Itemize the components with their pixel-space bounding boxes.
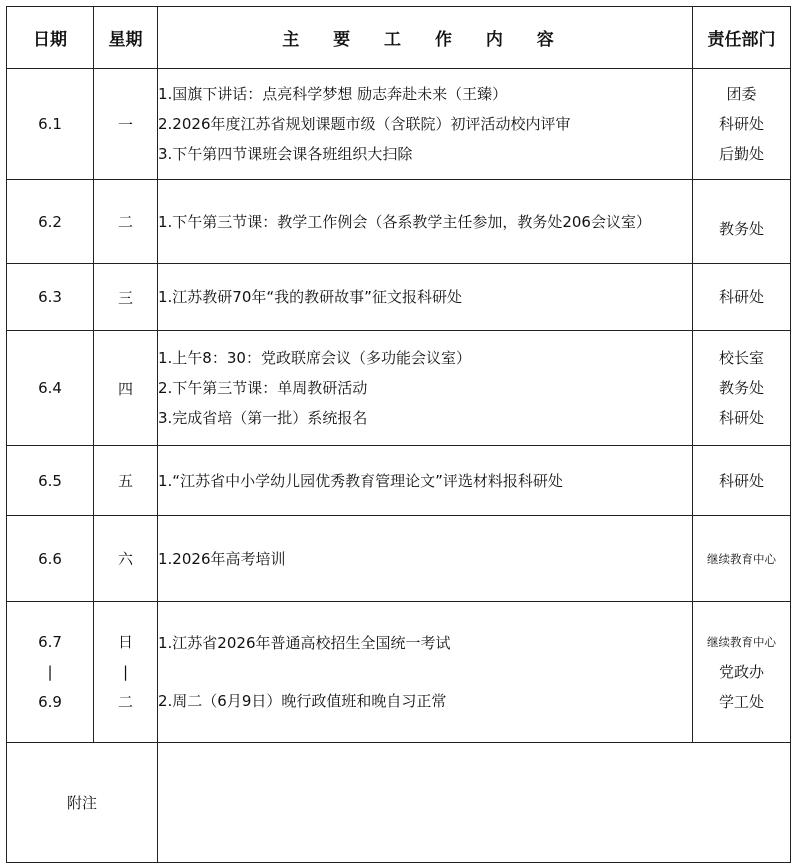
dept-name: 后勤处 (718, 145, 764, 163)
table-row (7, 180, 791, 264)
date-cell: 6.2 (7, 180, 94, 264)
dept-cell (693, 69, 791, 180)
dept-cell (693, 516, 791, 602)
work-item: 1.江苏省2026年普通高校招生全国统一考试 (158, 634, 451, 652)
work-item: 1.江苏教研70年“我的教研故事”征文报科研处 (158, 288, 462, 306)
dept-cell (693, 180, 791, 264)
content-cell (158, 180, 693, 264)
table-row (7, 69, 791, 180)
weekday-line: | (122, 663, 129, 681)
date-cell: 6.3 (7, 264, 94, 331)
work-item: 1.“江苏省中小学幼儿园优秀教育管理论文”评选材料报科研处 (158, 471, 563, 490)
content-cell (158, 446, 693, 516)
weekday-cell: 六 (94, 516, 158, 602)
header-content: 主 要 工 作 内 容 (158, 7, 693, 69)
date-cell: 6.1 (7, 69, 94, 180)
notes-row (7, 743, 791, 863)
weekday-cell: 一 (94, 69, 158, 180)
header-row (7, 7, 791, 69)
work-item: 2.2026年度江苏省规划课题市级（含联院）初评活动校内评审 (158, 115, 571, 133)
date-line: | (47, 663, 53, 681)
table-row (7, 264, 791, 331)
date-line: 6.7 (38, 633, 62, 651)
header-weekday: 星期 (94, 7, 158, 69)
dept-name: 科研处 (718, 471, 764, 490)
dept-name: 团委 (726, 85, 757, 103)
dept-cell (693, 602, 791, 743)
work-item: 2.周二（6月9日）晚行政值班和晚自习正常 (158, 692, 447, 710)
date-cell: 6.4 (7, 331, 94, 446)
weekday-cell: 五 (94, 446, 158, 516)
date-line: 6.9 (38, 693, 62, 711)
weekday-cell (94, 602, 158, 743)
dept-name: 继续教育中心 (707, 551, 776, 566)
dept-cell (693, 264, 791, 331)
weekday-cell: 三 (94, 264, 158, 331)
notes-content (158, 743, 791, 863)
dept-name: 科研处 (718, 409, 764, 427)
content-cell (158, 602, 693, 743)
dept-name: 科研处 (718, 288, 764, 306)
content-cell (158, 264, 693, 331)
dept-name: 学工处 (718, 693, 764, 711)
dept-name: 教务处 (718, 379, 764, 397)
date-cell (7, 602, 94, 743)
table-row (7, 331, 791, 446)
table-row (7, 602, 791, 743)
header-date: 日期 (7, 7, 94, 69)
weekday-cell: 四 (94, 331, 158, 446)
weekday-line: 二 (117, 693, 133, 711)
weekday-cell: 二 (94, 180, 158, 264)
content-cell (158, 516, 693, 602)
weekday-line: 日 (117, 633, 133, 651)
date-cell: 6.5 (7, 446, 94, 516)
dept-cell (693, 331, 791, 446)
notes-label: 附注 (7, 743, 158, 863)
dept-name: 科研处 (718, 115, 764, 133)
work-item: 1.国旗下讲话：点亮科学梦想 励志奔赴未来（王臻） (158, 85, 508, 103)
table-row (7, 516, 791, 602)
dept-name: 继续教育中心 (707, 635, 776, 649)
header-dept: 责任部门 (693, 7, 791, 69)
date-cell: 6.6 (7, 516, 94, 602)
work-item: 1.上午8：30：党政联席会议（多功能会议室） (158, 349, 471, 367)
work-item: 3.下午第四节课班会课各班组织大扫除 (158, 145, 413, 163)
weekly-schedule-table (6, 6, 791, 863)
table-row (7, 446, 791, 516)
work-item: 1.下午第三节课：教学工作例会（各系教学主任参加，教务处206会议室） (158, 212, 651, 231)
work-item: 2.下午第三节课：单周教研活动 (158, 379, 368, 397)
dept-cell (693, 446, 791, 516)
work-item: 3.完成省培（第一批）系统报名 (158, 409, 368, 427)
work-item: 1.2026年高考培训 (158, 549, 286, 568)
dept-name: 教务处 (718, 219, 764, 238)
dept-name: 校长室 (718, 349, 764, 367)
dept-name: 党政办 (718, 663, 764, 681)
content-cell (158, 331, 693, 446)
content-cell (158, 69, 693, 180)
